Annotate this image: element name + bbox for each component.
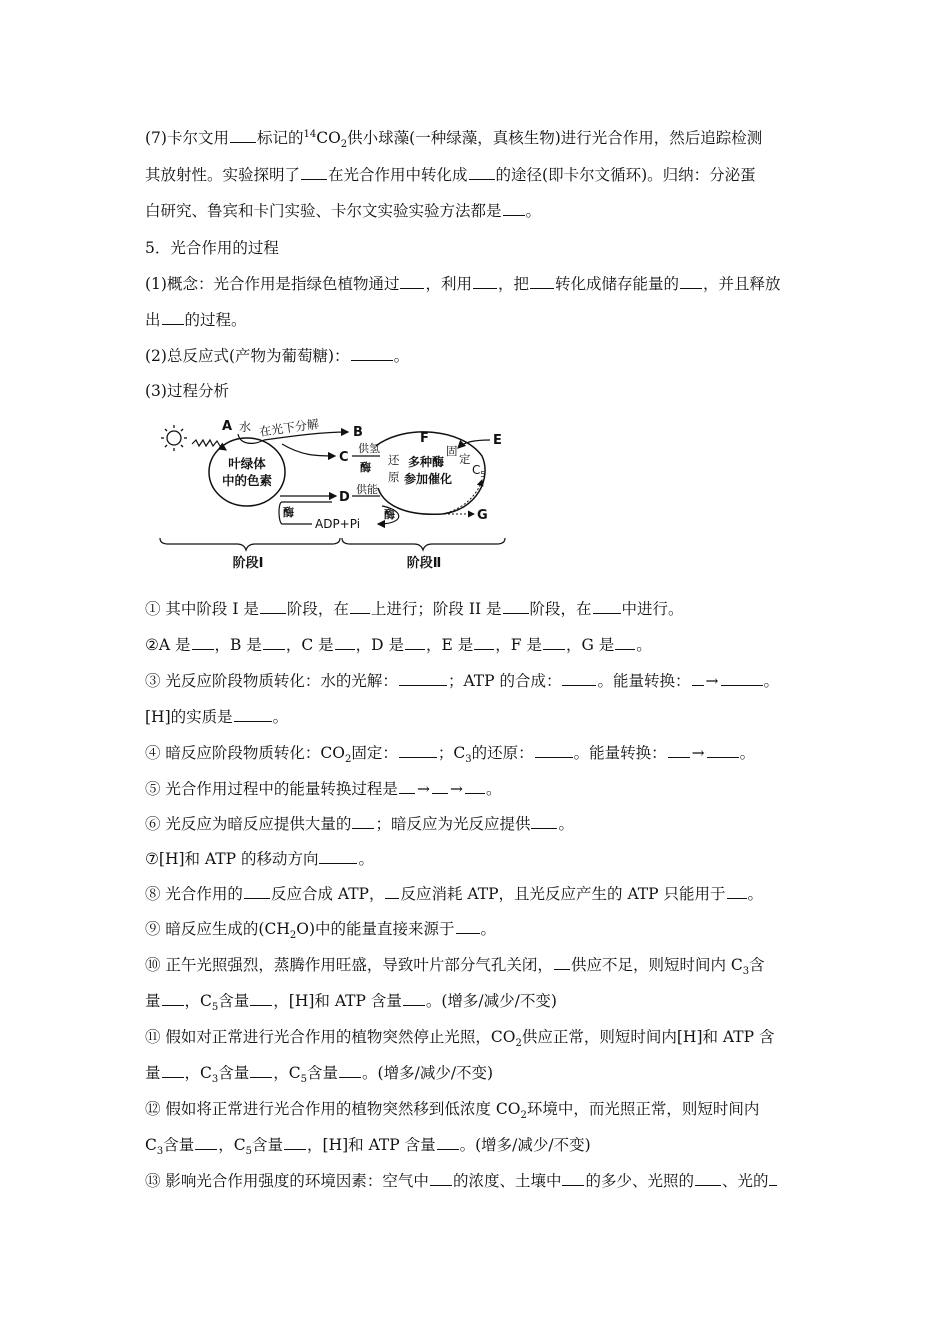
chloro-label-1: 叶绿体 xyxy=(228,456,266,471)
label-supply-e: 供能 xyxy=(356,483,378,496)
text-run: 出 xyxy=(145,311,161,329)
answer-blank xyxy=(769,1171,777,1186)
question-item xyxy=(145,955,765,978)
text-run: 阶段，在 xyxy=(286,600,349,618)
sun-icon xyxy=(161,425,187,451)
subscript: 3 xyxy=(156,1146,164,1158)
answer-blank xyxy=(319,849,357,864)
text-line xyxy=(145,381,229,401)
text-run: ；C xyxy=(437,744,466,762)
label-multi-1: 多种酶 xyxy=(408,455,445,469)
answer-blank xyxy=(615,635,635,650)
answer-blank xyxy=(503,201,525,216)
text-run: ⑪ 假如对正常进行光合作用的植物突然停止光照，CO xyxy=(145,1028,516,1046)
text-run: 量 xyxy=(145,1064,161,1082)
text-run: O)中的能量直接来源于 xyxy=(296,920,455,938)
answer-blank xyxy=(399,671,447,686)
text-run: 。(增多/减少/不变) xyxy=(459,1136,591,1154)
text-line xyxy=(145,310,247,330)
text-line xyxy=(145,274,781,294)
subscript: 3 xyxy=(742,966,750,978)
answer-blank xyxy=(234,707,272,722)
question-item xyxy=(145,991,557,1014)
text-run: ，[H]和 ATP 含量 xyxy=(307,1136,436,1154)
answer-blank xyxy=(668,743,690,758)
text-run: 。 xyxy=(480,920,497,938)
label-enzyme-1: 酶 xyxy=(360,461,371,474)
section-heading xyxy=(145,238,279,258)
text-run: ，B 是 xyxy=(214,636,262,654)
text-run: 。能量转换： xyxy=(597,672,691,690)
text-run: ⑫ 假如将正常进行光合作用的植物突然移到低浓度 CO xyxy=(145,1100,521,1118)
text-run: ，E 是 xyxy=(426,636,474,654)
answer-blank xyxy=(192,635,214,650)
question-item xyxy=(145,1171,778,1191)
answer-blank xyxy=(531,814,557,829)
text-run: 含量 xyxy=(218,992,250,1010)
answer-blank xyxy=(385,884,399,899)
superscript: 14 xyxy=(303,128,317,140)
answer-blank xyxy=(352,814,374,829)
text-line xyxy=(145,201,541,221)
text-run: 中进行。 xyxy=(621,600,684,618)
answer-blank xyxy=(432,779,448,794)
label-fix-2: 定 xyxy=(459,452,471,466)
text-run: 含量 xyxy=(307,1064,339,1082)
answer-blank xyxy=(543,635,565,650)
text-run: 阶段，在 xyxy=(529,600,592,618)
answer-blank xyxy=(405,635,425,650)
question-item xyxy=(145,635,652,655)
text-run: ，D 是 xyxy=(355,636,405,654)
label-stage-1: 阶段Ⅰ xyxy=(232,556,264,571)
answer-blank xyxy=(260,599,286,614)
text-run: 转化成储存能量的 xyxy=(555,275,680,293)
label-g: G xyxy=(477,508,488,523)
text-run: (7)卡尔文用 xyxy=(145,129,229,147)
text-run: 反应消耗 ATP，且光反应产生的 ATP 只能用于 xyxy=(400,885,726,903)
question-item xyxy=(145,671,779,691)
label-water: 水 xyxy=(239,420,252,434)
text-run: ；ATP 的合成： xyxy=(447,672,562,690)
answer-blank xyxy=(430,1171,452,1186)
text-line xyxy=(145,165,756,185)
text-run: (1)概念：光合作用是指绿色植物通过 xyxy=(145,275,400,293)
text-run: 标记的 xyxy=(256,129,304,147)
subscript: 2 xyxy=(289,930,297,942)
subscript: 3 xyxy=(465,754,472,766)
text-run: ⑥ 光反应为暗反应提供大量的 xyxy=(145,815,352,833)
answer-blank xyxy=(456,919,480,934)
question-item xyxy=(145,849,374,869)
label-stage-2: 阶段Ⅱ xyxy=(406,556,442,571)
answer-blank xyxy=(692,671,704,686)
answer-blank xyxy=(284,1135,306,1150)
text-run: 的途径(即卡尔文循环)。归纳：分泌蛋 xyxy=(495,166,756,184)
label-b: B xyxy=(353,425,363,440)
text-run: [H]的实质是 xyxy=(145,708,233,726)
label-fix-1: 固 xyxy=(446,444,458,458)
subscript: 2 xyxy=(515,1038,522,1050)
text-run: 的还原： xyxy=(471,744,534,762)
text-run: 。(增多/减少/不变) xyxy=(425,992,557,1010)
answer-blank xyxy=(695,1171,721,1186)
answer-blank xyxy=(244,884,270,899)
label-d: D xyxy=(339,490,350,505)
label-c: C xyxy=(339,450,349,465)
answer-blank xyxy=(530,274,554,289)
arrow-to-c xyxy=(282,444,335,456)
right-arrow-icon: → xyxy=(449,780,463,798)
text-run: 。 xyxy=(485,780,502,798)
answer-blank xyxy=(335,635,355,650)
text-run: 的过程。 xyxy=(184,311,247,329)
answer-blank xyxy=(339,1063,361,1078)
label-enzyme-2: 酶 xyxy=(283,506,294,519)
text-run: ，F 是 xyxy=(495,636,542,654)
text-line xyxy=(145,128,763,151)
text-run: CO xyxy=(316,129,341,147)
text-run: C xyxy=(145,1136,157,1154)
text-run: ，并且释放 xyxy=(703,275,781,293)
text-run: 供应不足，则短时间内 C xyxy=(570,956,743,974)
text-run: 。 xyxy=(747,885,764,903)
label-reduce-1: 还 xyxy=(388,453,400,467)
subscript: 2 xyxy=(345,754,352,766)
text-run: 供应正常，则短时间内[H]和 ATP 含 xyxy=(521,1028,775,1046)
label-e: E xyxy=(493,433,502,448)
text-run: ，C xyxy=(273,1064,301,1082)
text-run: 含量 xyxy=(218,1064,250,1082)
text-run: 。 xyxy=(739,744,756,762)
text-run: 供小球藻(一种绿藻，真核生物)进行光合作用，然后追踪检测 xyxy=(347,129,763,147)
label-multi-2: 参加催化 xyxy=(404,472,453,486)
answer-blank xyxy=(474,635,494,650)
answer-blank xyxy=(399,779,415,794)
answer-blank xyxy=(400,274,424,289)
text-run: ⑩ 正午光照强烈，蒸腾作用旺盛，导致叶片部分气孔关闭， xyxy=(145,956,553,974)
answer-blank xyxy=(250,1063,272,1078)
answer-blank xyxy=(263,635,285,650)
text-run: 。 xyxy=(636,636,652,654)
answer-blank xyxy=(465,779,485,794)
text-run: 。 xyxy=(558,815,574,833)
text-run: 含 xyxy=(749,956,765,974)
text-run: ，C xyxy=(184,992,212,1010)
label-enzyme-3: 酶 xyxy=(384,508,395,521)
subscript: 2 xyxy=(520,1110,527,1122)
answer-blank xyxy=(350,599,370,614)
text-run: ，C xyxy=(218,1136,246,1154)
text-run: 的浓度、土壤中 xyxy=(452,1172,562,1190)
text-run: ① 其中阶段 I 是 xyxy=(145,600,259,618)
text-run: ，[H]和 ATP 含量 xyxy=(273,992,402,1010)
text-run: ②A 是 xyxy=(145,636,191,654)
text-run: ；暗反应为光反应提供 xyxy=(375,815,531,833)
text-run: 固定： xyxy=(351,744,398,762)
answer-blank xyxy=(727,884,747,899)
answer-blank xyxy=(554,955,570,970)
text-run: 。 xyxy=(272,708,289,726)
answer-blank xyxy=(162,991,184,1006)
answer-blank xyxy=(503,599,529,614)
answer-blank xyxy=(162,310,184,325)
text-run: 5．光合作用的过程 xyxy=(145,239,279,257)
text-run: (3)过程分析 xyxy=(145,382,229,400)
text-run: 。 xyxy=(763,672,780,690)
text-run: ④ 暗反应阶段物质转化：CO xyxy=(145,744,345,762)
subscript: 5 xyxy=(300,1074,308,1086)
text-run: 环境中，而光照正常，则短时间内 xyxy=(526,1100,760,1118)
text-run: 在光合作用中转化成 xyxy=(328,166,468,184)
answer-blank xyxy=(195,1135,217,1150)
text-run: ③ 光反应阶段物质转化：水的光解： xyxy=(145,672,398,690)
question-item xyxy=(145,1027,775,1050)
chloroplast-ellipse xyxy=(209,438,285,506)
answer-blank xyxy=(593,599,621,614)
text-run: 。 xyxy=(525,202,542,220)
question-item xyxy=(145,814,574,834)
text-run: ⑦[H]和 ATP 的移动方向 xyxy=(145,850,319,868)
brace-stage-2 xyxy=(342,538,505,550)
label-supply-h: 供氢 xyxy=(358,442,380,455)
text-line xyxy=(145,346,409,366)
text-run: 。 xyxy=(393,347,410,365)
text-run: ⑬ 影响光合作用强度的环境因素：空气中 xyxy=(145,1172,429,1190)
light-ray xyxy=(192,440,226,450)
label-split: 在光下分解 xyxy=(258,416,320,439)
text-run: 。 xyxy=(358,850,374,868)
text-run: ，C xyxy=(184,1064,212,1082)
question-item xyxy=(145,1063,494,1086)
label-a: A xyxy=(222,419,233,434)
answer-blank xyxy=(562,671,596,686)
question-item xyxy=(145,884,763,904)
subscript: 3 xyxy=(211,1074,219,1086)
text-run: ，把 xyxy=(497,275,529,293)
answer-blank xyxy=(535,743,573,758)
text-run: 。能量转换： xyxy=(573,744,667,762)
text-run: 白研究、鲁宾和卡门实验、卡尔文实验实验方法都是 xyxy=(145,202,502,220)
text-run: 含量 xyxy=(163,1136,195,1154)
text-run: 反应合成 ATP， xyxy=(270,885,385,903)
answer-blank xyxy=(562,1171,584,1186)
question-item xyxy=(145,599,684,619)
text-run: 含量 xyxy=(252,1136,284,1154)
brace-stage-1 xyxy=(160,538,340,550)
text-run: 、光的 xyxy=(721,1172,769,1190)
text-run: ，G 是 xyxy=(565,636,615,654)
answer-blank xyxy=(437,1135,459,1150)
answer-blank xyxy=(473,274,497,289)
answer-blank xyxy=(469,165,495,180)
answer-blank xyxy=(250,991,272,1006)
question-item xyxy=(145,919,497,942)
question-item xyxy=(145,743,756,766)
text-run: 的多少、光照的 xyxy=(585,1172,694,1190)
text-run: ⑤ 光合作用过程中的能量转换过程是 xyxy=(145,780,398,798)
answer-blank xyxy=(721,671,763,686)
text-run: 上进行；阶段 II 是 xyxy=(370,600,502,618)
question-item xyxy=(145,1099,760,1122)
answer-blank xyxy=(230,128,256,143)
right-arrow-icon: → xyxy=(691,744,705,762)
label-c5: $C_5$ xyxy=(472,463,486,479)
text-run: ，C 是 xyxy=(285,636,334,654)
answer-blank xyxy=(680,274,702,289)
text-run: ⑨ 暗反应生成的(CH xyxy=(145,920,290,938)
answer-blank xyxy=(301,165,327,180)
subscript: 5 xyxy=(245,1146,253,1158)
subscript: 5 xyxy=(211,1002,219,1014)
text-run: (2)总反应式(产物为葡萄糖)： xyxy=(145,347,350,365)
text-run: 其放射性。实验探明了 xyxy=(145,166,301,184)
text-run: 。(增多/减少/不变) xyxy=(362,1064,494,1082)
answer-blank xyxy=(399,743,437,758)
text-run: ⑧ 光合作用的 xyxy=(145,885,243,903)
question-item xyxy=(145,779,501,799)
question-item xyxy=(145,707,288,727)
text-run: ，利用 xyxy=(425,275,472,293)
right-arrow-icon: → xyxy=(705,672,719,690)
answer-blank xyxy=(351,346,393,361)
answer-blank xyxy=(403,991,425,1006)
right-arrow-icon: → xyxy=(416,780,430,798)
text-run: 量 xyxy=(145,992,161,1010)
label-adp: ADP+Pi xyxy=(315,517,361,531)
question-item xyxy=(145,1135,591,1158)
answer-blank xyxy=(162,1063,184,1078)
chloro-label-2: 中的色素 xyxy=(221,473,273,488)
subscript: 2 xyxy=(340,139,348,151)
label-reduce-2: 原 xyxy=(388,470,400,484)
answer-blank xyxy=(707,743,739,758)
photosynthesis-diagram xyxy=(152,410,512,580)
label-f: F xyxy=(420,431,429,446)
